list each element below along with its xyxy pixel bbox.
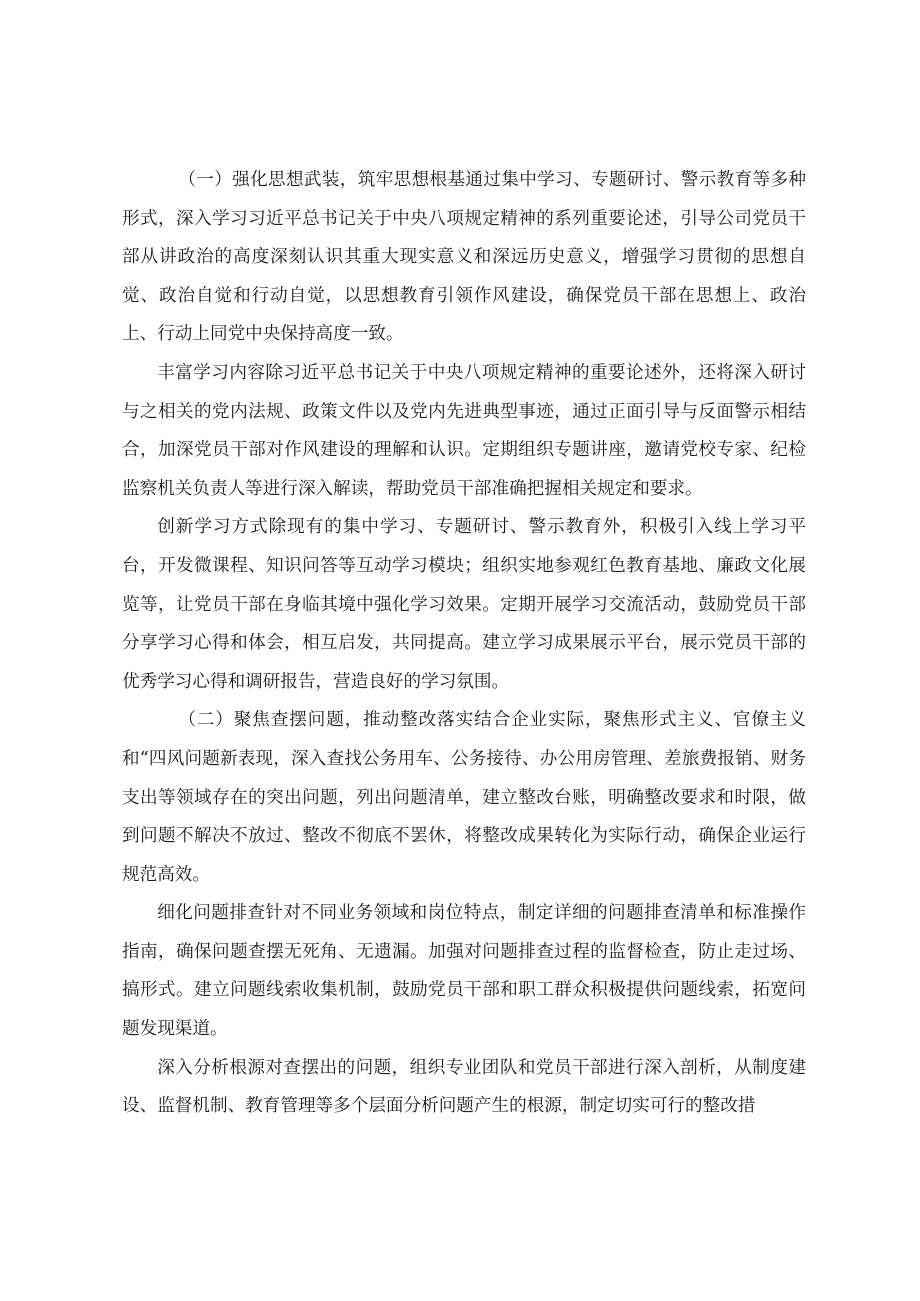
- paragraph-refine-problem-screening: 细化问题排查针对不同业务领域和岗位特点，制定详细的问题排查清单和标准操作指南，确保问题查摆无死角、无遗漏。加强对问题排查过程的监督检查，防止走过场、搞形式。建立问题线索收集机制，鼓励党员干部和职工群众积极提供问题线索，拓宽问题发现渠道。: [122, 903, 806, 1040]
- paragraph-section-two-heading: （二）聚焦查摆问题，推动整改落实结合企业实际，聚焦形式主义、官僚主义和“四风问题新表现，深入查找公务用车、公务接待、办公用房管理、差旅费报销、财务支出等领域存在的突出问题，列出问题清单，建立整改台账，明确整改要求和时限，做到问题不解决不放过、整改不彻底不罢休，将整改成果转化为实际行动，确保企业运行规范高效。: [122, 710, 806, 885]
- paragraph-section-one-heading: （一）强化思想武装，筑牢思想根基通过集中学习、专题研讨、警示教育等多种形式，深入学习习近平总书记关于中央八项规定精神的系列重要论述，引导公司党员干部从讲政治的高度深刻认识其重大现实意义和深远历史意义，增强学习贯彻的思想自觉、政治自觉和行动自觉，以思想教育引领作风建设，确保党员干部在思想上、政治上、行动上同党中央保持高度一致。: [122, 170, 806, 345]
- paragraph-enrich-learning-content: 丰富学习内容除习近平总书记关于中央八项规定精神的重要论述外，还将深入研讨与之相关的党内法规、政策文件以及党内先进典型事迹，通过正面引导与反面警示相结合，加深党员干部对作风建设的理解和认识。定期组织专题讲座，邀请党校专家、纪检监察机关负责人等进行深入解读，帮助党员干部准确把握相关规定和要求。: [122, 362, 806, 499]
- paragraph-innovate-learning-methods: 创新学习方式除现有的集中学习、专题研讨、警示教育外，积极引入线上学习平台，开发微课程、知识问答等互动学习模块；组织实地参观红色教育基地、廉政文化展览等，让党员干部在身临其境中强化学习效果。定期开展学习交流活动，鼓励党员干部分享学习心得和体会，相互启发，共同提高。建立学习成果展示平台，展示党员干部的优秀学习心得和调研报告，营造良好的学习氛围。: [122, 517, 806, 692]
- document-body: [122, 161, 806, 1126]
- paragraph-analyze-root-causes: 深入分析根源对查摆出的问题，组织专业团队和党员干部进行深入剖析，从制度建设、监督机制、教育管理等多个层面分析问题产生的根源，制定切实可行的整改措: [122, 1057, 806, 1117]
